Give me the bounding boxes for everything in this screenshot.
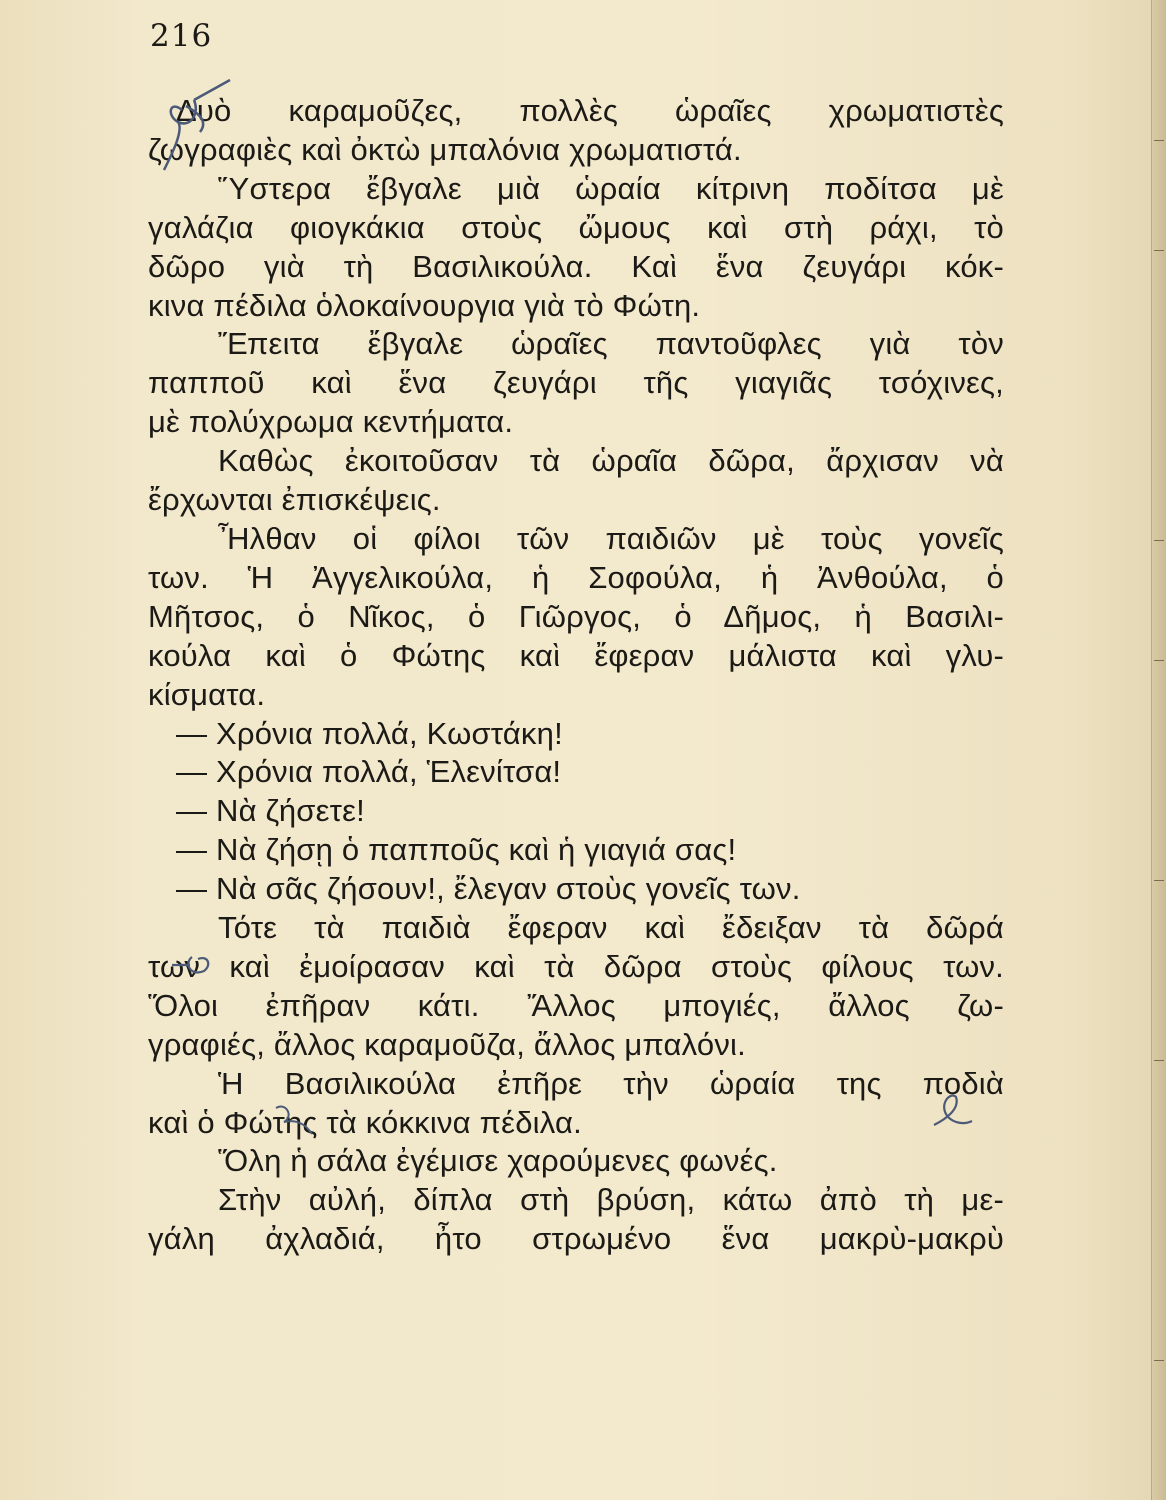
text-line: κούλα καὶ ὁ Φώτης καὶ ἔφεραν μάλιστα καὶ γλυ- — [148, 637, 1004, 673]
text-line: Ὅλοι ἐπῆραν κάτι. Ἄλλος μπογιές, ἄλλος ζω- — [148, 987, 1004, 1023]
text-line: γραφιές, ἄλλος καραμοῦζα, ἄλλος μπαλόνι. — [148, 1026, 746, 1062]
text-line: Ἡ Βασιλικούλα ἐπῆρε τὴν ὡραία της ποδιὰ — [218, 1065, 1004, 1101]
text-line: ἔρχωνται ἐπισκέψεις. — [148, 482, 441, 518]
text-line: Ἦλθαν οἱ φίλοι τῶν παιδιῶν μὲ τοὺς γονεῖς — [218, 520, 1004, 556]
text-line: Ἔπειτα ἔβγαλε ὡραῖες παντοῦφλες γιὰ τὸν — [218, 326, 1004, 362]
text-line: μὲ πολύχρωμα κεντήματα. — [148, 404, 514, 440]
text-line: κινα πέδιλα ὁλοκαίνουργια γιὰ τὸ Φώτη. — [148, 287, 701, 323]
text-line: γάλη ἀχλαδιά, ἦτο στρωμένο ἕνα μακρὺ-μακρὺ — [148, 1221, 1004, 1257]
text-line: — Νὰ σᾶς ζήσουν!, ἔλεγαν στοὺς γονεῖς των. — [176, 871, 801, 907]
page-number: 216 — [150, 18, 213, 54]
text-line: ζωγραφιὲς καὶ ὀκτὼ μπαλόνια χρωματιστά. — [148, 131, 742, 167]
text-line: Μῆτσος, ὁ Νῖκος, ὁ Γιῶργος, ὁ Δῆμος, ἡ Βασιλι- — [148, 598, 1004, 634]
text-line: καὶ ὁ Φώτης τὰ κόκκινα πέδιλα. — [148, 1104, 582, 1140]
text-line: Τότε τὰ παιδιὰ ἔφεραν καὶ ἔδειξαν τὰ δῶρά — [218, 910, 1004, 946]
text-line: — Νὰ ζήσῃ ὁ παπποῦς καὶ ἡ γιαγιά σας! — [176, 832, 737, 868]
text-line: Στὴν αὐλή, δίπλα στὴ βρύση, κάτω ἀπὸ τὴ με- — [218, 1182, 1004, 1218]
text-line: Ὕστερα ἔβγαλε μιὰ ὡραία κίτρινη ποδίτσα μὲ — [218, 170, 1004, 206]
text-line: κίσματα. — [148, 676, 266, 712]
body-text — [148, 92, 1004, 1259]
text-line: παπποῦ καὶ ἕνα ζευγάρι τῆς γιαγιᾶς τσόχινες, — [148, 365, 1004, 401]
text-line: των καὶ ἐμοίρασαν καὶ τὰ δῶρα στοὺς φίλους των. — [148, 948, 1004, 984]
text-line: — Νὰ ζήσετε! — [176, 793, 365, 829]
page-edge — [1151, 0, 1166, 1500]
text-line: Καθὼς ἐκοιτοῦσαν τὰ ὡραῖα δῶρα, ἄρχισαν νὰ — [218, 443, 1004, 479]
text-line: — Χρόνια πολλά, Ἑλενίτσα! — [176, 754, 562, 790]
text-line: Δυὸ καραμοῦζες, πολλὲς ὡραῖες χρωματιστὲς — [176, 93, 1004, 128]
text-line: — Χρόνια πολλά, Κωστάκη! — [176, 715, 563, 751]
text-line: γαλάζια φιογκάκια στοὺς ὤμους καὶ στὴ ράχι, τὸ — [148, 209, 1004, 245]
text-line: Ὅλη ἡ σάλα ἐγέμισε χαρούμενες φωνές. — [218, 1143, 778, 1179]
text-line: των. Ἡ Ἀγγελικούλα, ἡ Σοφούλα, ἡ Ἀνθούλα, ὁ — [148, 559, 1004, 595]
text-line: δῶρο γιὰ τὴ Βασιλικούλα. Καὶ ἕνα ζευγάρι κόκ- — [148, 248, 1004, 284]
